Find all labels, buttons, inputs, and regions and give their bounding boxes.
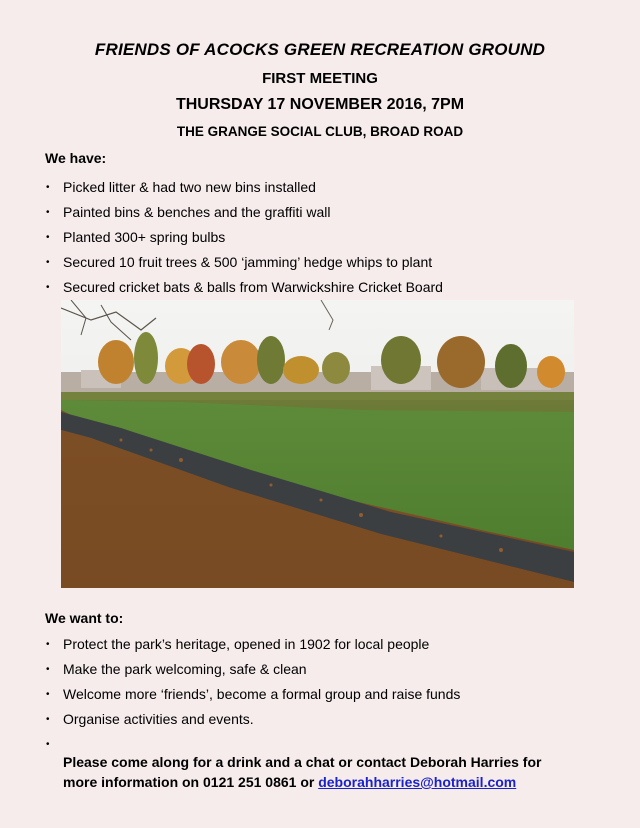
list-item — [45, 228, 443, 253]
list-item — [45, 635, 460, 660]
list-item-text: Organise activities and events. — [63, 711, 254, 727]
bullet-icon: • — [46, 207, 50, 218]
list-item-text: Secured cricket bats & balls from Warwickshire Cricket Board — [63, 279, 443, 295]
bullet-icon: • — [46, 689, 50, 700]
bullet-icon: • — [46, 232, 50, 243]
list-item-text: Picked litter & had two new bins installed — [63, 179, 316, 195]
bullet-icon: • — [46, 257, 50, 268]
we-want-list — [45, 635, 460, 760]
closing-line-2: more information on 0121 251 0861 or — [63, 774, 319, 790]
list-item — [45, 710, 460, 735]
list-item — [45, 660, 460, 685]
bullet-icon: • — [46, 639, 50, 650]
we-have-list — [45, 178, 443, 303]
we-want-heading: We want to: — [45, 610, 124, 626]
meeting-venue: THE GRANGE SOCIAL CLUB, BROAD ROAD — [176, 124, 464, 139]
list-item-text: Make the park welcoming, safe & clean — [63, 661, 307, 677]
we-have-heading: We have: — [45, 150, 107, 166]
list-item-text: Painted bins & benches and the graffiti wall — [63, 204, 331, 220]
bullet-icon: • — [46, 664, 50, 675]
closing-message — [63, 752, 583, 792]
bullet-icon: • — [46, 739, 50, 750]
meeting-subtitle: FIRST MEETING — [262, 70, 378, 87]
list-item-text: Secured 10 fruit trees & 500 ‘jamming’ hedge whips to plant — [63, 254, 433, 270]
bullet-icon: • — [46, 714, 50, 725]
list-item — [45, 178, 443, 203]
meeting-date: THURSDAY 17 NOVEMBER 2016, 7PM — [175, 96, 465, 113]
list-item-text: Protect the park’s heritage, opened in 1902 for local people — [63, 636, 430, 652]
page-title: FRIENDS OF ACOCKS GREEN RECREATION GROUND — [94, 40, 546, 59]
list-item — [45, 203, 443, 228]
list-item-text: Welcome more ‘friends’, become a formal group and raise funds — [63, 686, 461, 702]
list-item — [45, 685, 460, 710]
email-link[interactable]: deborahharries@hotmail.com — [318, 774, 517, 790]
bullet-icon: • — [46, 282, 50, 293]
bullet-icon: • — [46, 182, 50, 193]
closing-line-1: Please come along for a drink and a chat or contact Deborah Harries for — [63, 754, 542, 770]
list-item-text: Planted 300+ spring bulbs — [63, 229, 226, 245]
list-item — [45, 253, 443, 278]
park-photo — [61, 300, 574, 588]
